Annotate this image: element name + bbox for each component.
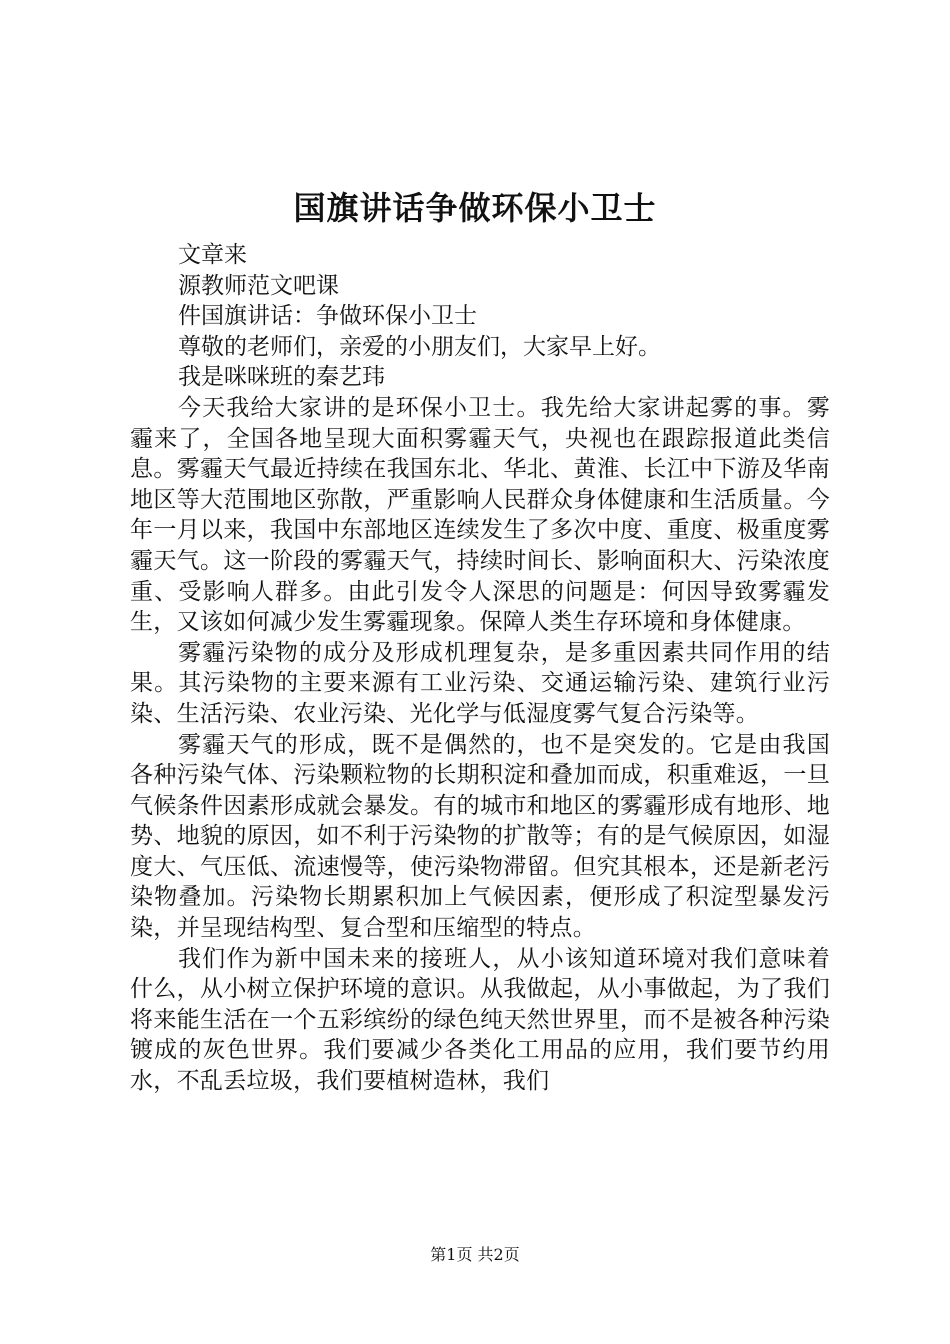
body-paragraph: 今天我给大家讲的是环保小卫士。我先给大家讲起雾的事。雾霾来了，全国各地呈现大面积雾霾天气，央视也在跟踪报道此类信息。雾霾天气最近持续在我国东北、华北、黄淮、长江中下游及华南地区等大范围地区弥散，严重影响人民群众身体健康和生活质量。今年一月以来，我国中东部地区连续发生了多次中度、重度、极重度雾霾天气。这一阶段的雾霾天气，持续时间长、影响面积大、污染浓度重、受影响人群多。由此引发令人深思的问题是：何因导致雾霾发生，又该如何减少发生雾霾现象。保障人类生存环境和身体健康。 (130, 394, 830, 636)
document-title: 国旗讲话争做环保小卫士 (293, 189, 657, 227)
intro-line: 源教师范文吧课 (178, 272, 339, 299)
greeting-line: 尊敬的老师们，亲爱的小朋友们，大家早上好。 (178, 333, 661, 360)
body-paragraph: 雾霾天气的形成，既不是偶然的，也不是突发的。它是由我国各种污染气体、污染颗粒物的长期积淀和叠加而成，积重难返，一旦气候条件因素形成就会暴发。有的城市和地区的雾霾形成有地形、地势、地貌的原因，如不利于污染物的扩散等；有的是气候原因，如湿度大、气压低、流速慢等，使污染物滞留。但究其根本，还是新老污染物叠加。污染物长期累积加上气候因素，便形成了积淀型暴发污染，并呈现结构型、复合型和压缩型的特点。 (130, 731, 830, 942)
intro-line: 件国旗讲话：争做环保小卫士 (178, 303, 477, 330)
intro-line: 文章来 (178, 242, 247, 268)
body-paragraph: 我们作为新中国未来的接班人，从小该知道环境对我们意味着什么，从小树立保护环境的意识。从我做起，从小事做起，为了我们将来能生活在一个五彩缤纷的绿色纯天然世界里，而不是被各种污染镀成的灰色世界。我们要减少各类化工用品的应用，我们要节约用水，不乱丢垃圾，我们要植树造林，我们 (130, 945, 830, 1095)
document-body (130, 240, 830, 1097)
speaker-line: 我是咪咪班的秦艺玮 (178, 364, 385, 391)
body-paragraph: 雾霾污染物的成分及形成机理复杂，是多重因素共同作用的结果。其污染物的主要来源有工业污染、交通运输污染、建筑行业污染、生活污染、农业污染、光化学与低湿度雾气复合污染等。 (130, 639, 830, 727)
page-footer: 第1页 共2页 (430, 1245, 520, 1264)
